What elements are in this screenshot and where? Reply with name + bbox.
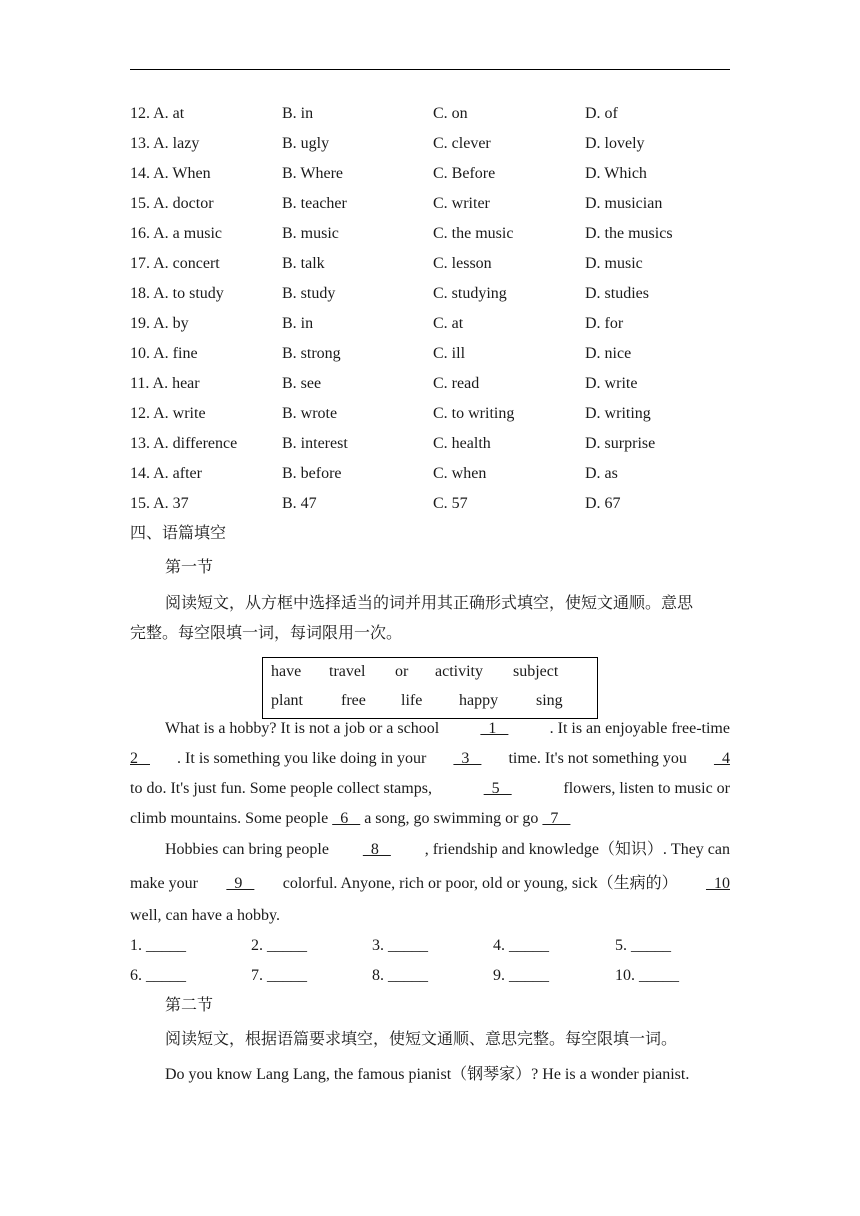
option-a[interactable]: 13. A. difference (130, 435, 238, 452)
option-b[interactable]: B. 47 (282, 495, 317, 512)
word-box-word: free (341, 692, 366, 709)
option-row (130, 431, 730, 461)
option-b[interactable]: B. music (282, 225, 339, 242)
option-b[interactable]: B. strong (282, 345, 341, 362)
blank-6: 6 (332, 810, 361, 827)
header-rule (130, 69, 730, 70)
answer-blank[interactable]: 9. _____ (493, 967, 549, 984)
option-a[interactable]: 10. A. fine (130, 345, 198, 362)
answer-blank[interactable]: 8. _____ (372, 967, 428, 984)
option-row (130, 371, 730, 401)
option-a[interactable]: 14. A. after (130, 465, 202, 482)
blank-8: 8 (362, 841, 391, 858)
word-box-word: happy (459, 692, 499, 709)
answer-blank[interactable]: 6. _____ (130, 967, 186, 984)
option-a[interactable]: 15. A. 37 (130, 495, 189, 512)
answer-blank[interactable]: 3. _____ (372, 937, 428, 954)
option-row (130, 491, 730, 521)
word-box-word: activity (435, 663, 483, 680)
option-c[interactable]: C. clever (433, 135, 491, 152)
option-b[interactable]: B. interest (282, 435, 348, 452)
option-row (130, 221, 730, 251)
answer-blank[interactable]: 4. _____ (493, 937, 549, 954)
passage-text: flowers, listen to music or (563, 780, 730, 797)
part2-instruction: 阅读短文，根据语篇要求填空，使短文通顺、意思完整。每空限填一词。 (165, 1031, 678, 1048)
passage-text: climb mountains. Some people (130, 810, 333, 827)
option-row (130, 341, 730, 371)
part1-instruction-line1: 阅读短文，从方框中选择适当的词并用其正确形式填空，使短文通顺。意思 (165, 595, 694, 612)
blank-3: 3 (453, 750, 482, 767)
passage-text: time. It's not something you (508, 750, 687, 767)
word-box (262, 657, 598, 719)
part2-title: 第二节 (165, 997, 214, 1014)
option-d[interactable]: D. writing (585, 405, 651, 422)
passage-line: well, can have a hobby. (130, 907, 281, 924)
option-row (130, 251, 730, 281)
blank-4: 4 (713, 750, 730, 767)
passage-text: . It is something you like doing in your (177, 750, 427, 767)
answer-blank[interactable]: 5. _____ (615, 937, 671, 954)
option-row (130, 461, 730, 491)
passage-text: Hobbies can bring people (165, 841, 329, 858)
option-c[interactable]: C. at (433, 315, 464, 332)
blank-2: 2 (130, 750, 150, 767)
word-box-word: subject (513, 663, 559, 680)
option-d[interactable]: D. studies (585, 285, 649, 302)
option-a[interactable]: 13. A. lazy (130, 135, 200, 152)
option-d[interactable]: D. surprise (585, 435, 656, 452)
option-row (130, 281, 730, 311)
option-c[interactable]: C. when (433, 465, 487, 482)
option-row (130, 101, 730, 131)
option-b[interactable]: B. talk (282, 255, 325, 272)
option-d[interactable]: D. write (585, 375, 638, 392)
option-d[interactable]: D. music (585, 255, 643, 272)
option-b[interactable]: B. wrote (282, 405, 338, 422)
word-box-word: sing (536, 692, 563, 709)
passage-text: make your (130, 875, 198, 892)
option-c[interactable]: C. studying (433, 285, 507, 302)
option-c[interactable]: C. the music (433, 225, 514, 242)
option-d[interactable]: D. lovely (585, 135, 645, 152)
option-b[interactable]: B. in (282, 315, 314, 332)
passage-text: What is a hobby? It is not a job or a school (165, 720, 440, 737)
option-row (130, 401, 730, 431)
blank-5: 5 (483, 780, 512, 797)
passage-line (130, 776, 730, 802)
blank-9: 9 (226, 875, 255, 892)
option-c[interactable]: C. writer (433, 195, 490, 212)
option-b[interactable]: B. before (282, 465, 342, 482)
answer-blank[interactable]: 7. _____ (251, 967, 307, 984)
options-list (130, 101, 730, 521)
word-box-word: have (271, 663, 302, 680)
option-row (130, 311, 730, 341)
passage-line (130, 871, 730, 897)
word-box-word: plant (271, 692, 303, 709)
option-c[interactable]: C. health (433, 435, 491, 452)
option-c[interactable]: C. lesson (433, 255, 492, 272)
option-d[interactable]: D. 67 (585, 495, 621, 512)
answer-blank[interactable]: 2. _____ (251, 937, 307, 954)
option-b[interactable]: B. ugly (282, 135, 330, 152)
passage-text: . It is an enjoyable free-time (549, 720, 730, 737)
option-b[interactable]: B. Where (282, 165, 344, 182)
passage2-line (165, 1062, 730, 1088)
section-title: 四、语篇填空 (130, 525, 227, 542)
blank-7: 7 (542, 810, 571, 827)
option-c[interactable]: C. Before (433, 165, 496, 182)
option-row (130, 131, 730, 161)
word-box-word: travel (329, 663, 366, 680)
passage-text: a song, go swimming or go (360, 810, 543, 827)
blank-1: 1 (480, 720, 509, 737)
option-a[interactable]: 17. A. concert (130, 255, 220, 272)
option-d[interactable]: D. of (585, 105, 618, 122)
passage-text: colorful. Anyone, rich or poor, old or young, sick（生病的） (282, 875, 678, 892)
option-d[interactable]: D. for (585, 315, 624, 332)
option-a[interactable]: 14. A. When (130, 165, 211, 182)
option-c[interactable]: C. 57 (433, 495, 468, 512)
answer-blank[interactable]: 1. _____ (130, 937, 186, 954)
option-b[interactable]: B. study (282, 285, 336, 302)
option-b[interactable]: B. teacher (282, 195, 347, 212)
option-c[interactable]: C. on (433, 105, 468, 122)
option-d[interactable]: D. nice (585, 345, 632, 362)
word-box-word: life (401, 692, 423, 709)
option-a[interactable]: 18. A. to study (130, 285, 224, 302)
passage2-text: Do you know Lang Lang, the famous pianist（钢琴家）? He is a wonder pianist. (165, 1066, 690, 1083)
passage-line (130, 746, 730, 772)
passage-text: to do. It's just fun. Some people collect stamps, (130, 780, 432, 797)
option-c[interactable]: C. read (433, 375, 480, 392)
option-d[interactable]: D. the musics (585, 225, 673, 242)
option-a[interactable]: 12. A. write (130, 405, 206, 422)
part1-title: 第一节 (165, 559, 214, 576)
blank-10: 10 (705, 875, 730, 892)
option-row (130, 161, 730, 191)
passage-line (130, 806, 650, 832)
option-row (130, 191, 730, 221)
option-c[interactable]: C. ill (433, 345, 466, 362)
answer-blank[interactable]: 10. _____ (615, 967, 679, 984)
option-b[interactable]: B. see (282, 375, 322, 392)
option-a[interactable]: 16. A. a music (130, 225, 222, 242)
passage-line (165, 716, 730, 742)
option-b[interactable]: B. in (282, 105, 314, 122)
option-d[interactable]: D. musician (585, 195, 663, 212)
option-c[interactable]: C. to writing (433, 405, 515, 422)
option-a[interactable]: 19. A. by (130, 315, 189, 332)
option-a[interactable]: 15. A. doctor (130, 195, 214, 212)
passage-text: , friendship and knowledge（知识）. They can (424, 841, 730, 858)
option-a[interactable]: 11. A. hear (130, 375, 200, 392)
option-d[interactable]: D. Which (585, 165, 647, 182)
word-box-word: or (395, 663, 409, 680)
option-a[interactable]: 12. A. at (130, 105, 185, 122)
passage-line (165, 837, 730, 863)
part1-instruction-line2: 完整。每空限填一词，每词限用一次。 (130, 625, 403, 642)
option-d[interactable]: D. as (585, 465, 618, 482)
